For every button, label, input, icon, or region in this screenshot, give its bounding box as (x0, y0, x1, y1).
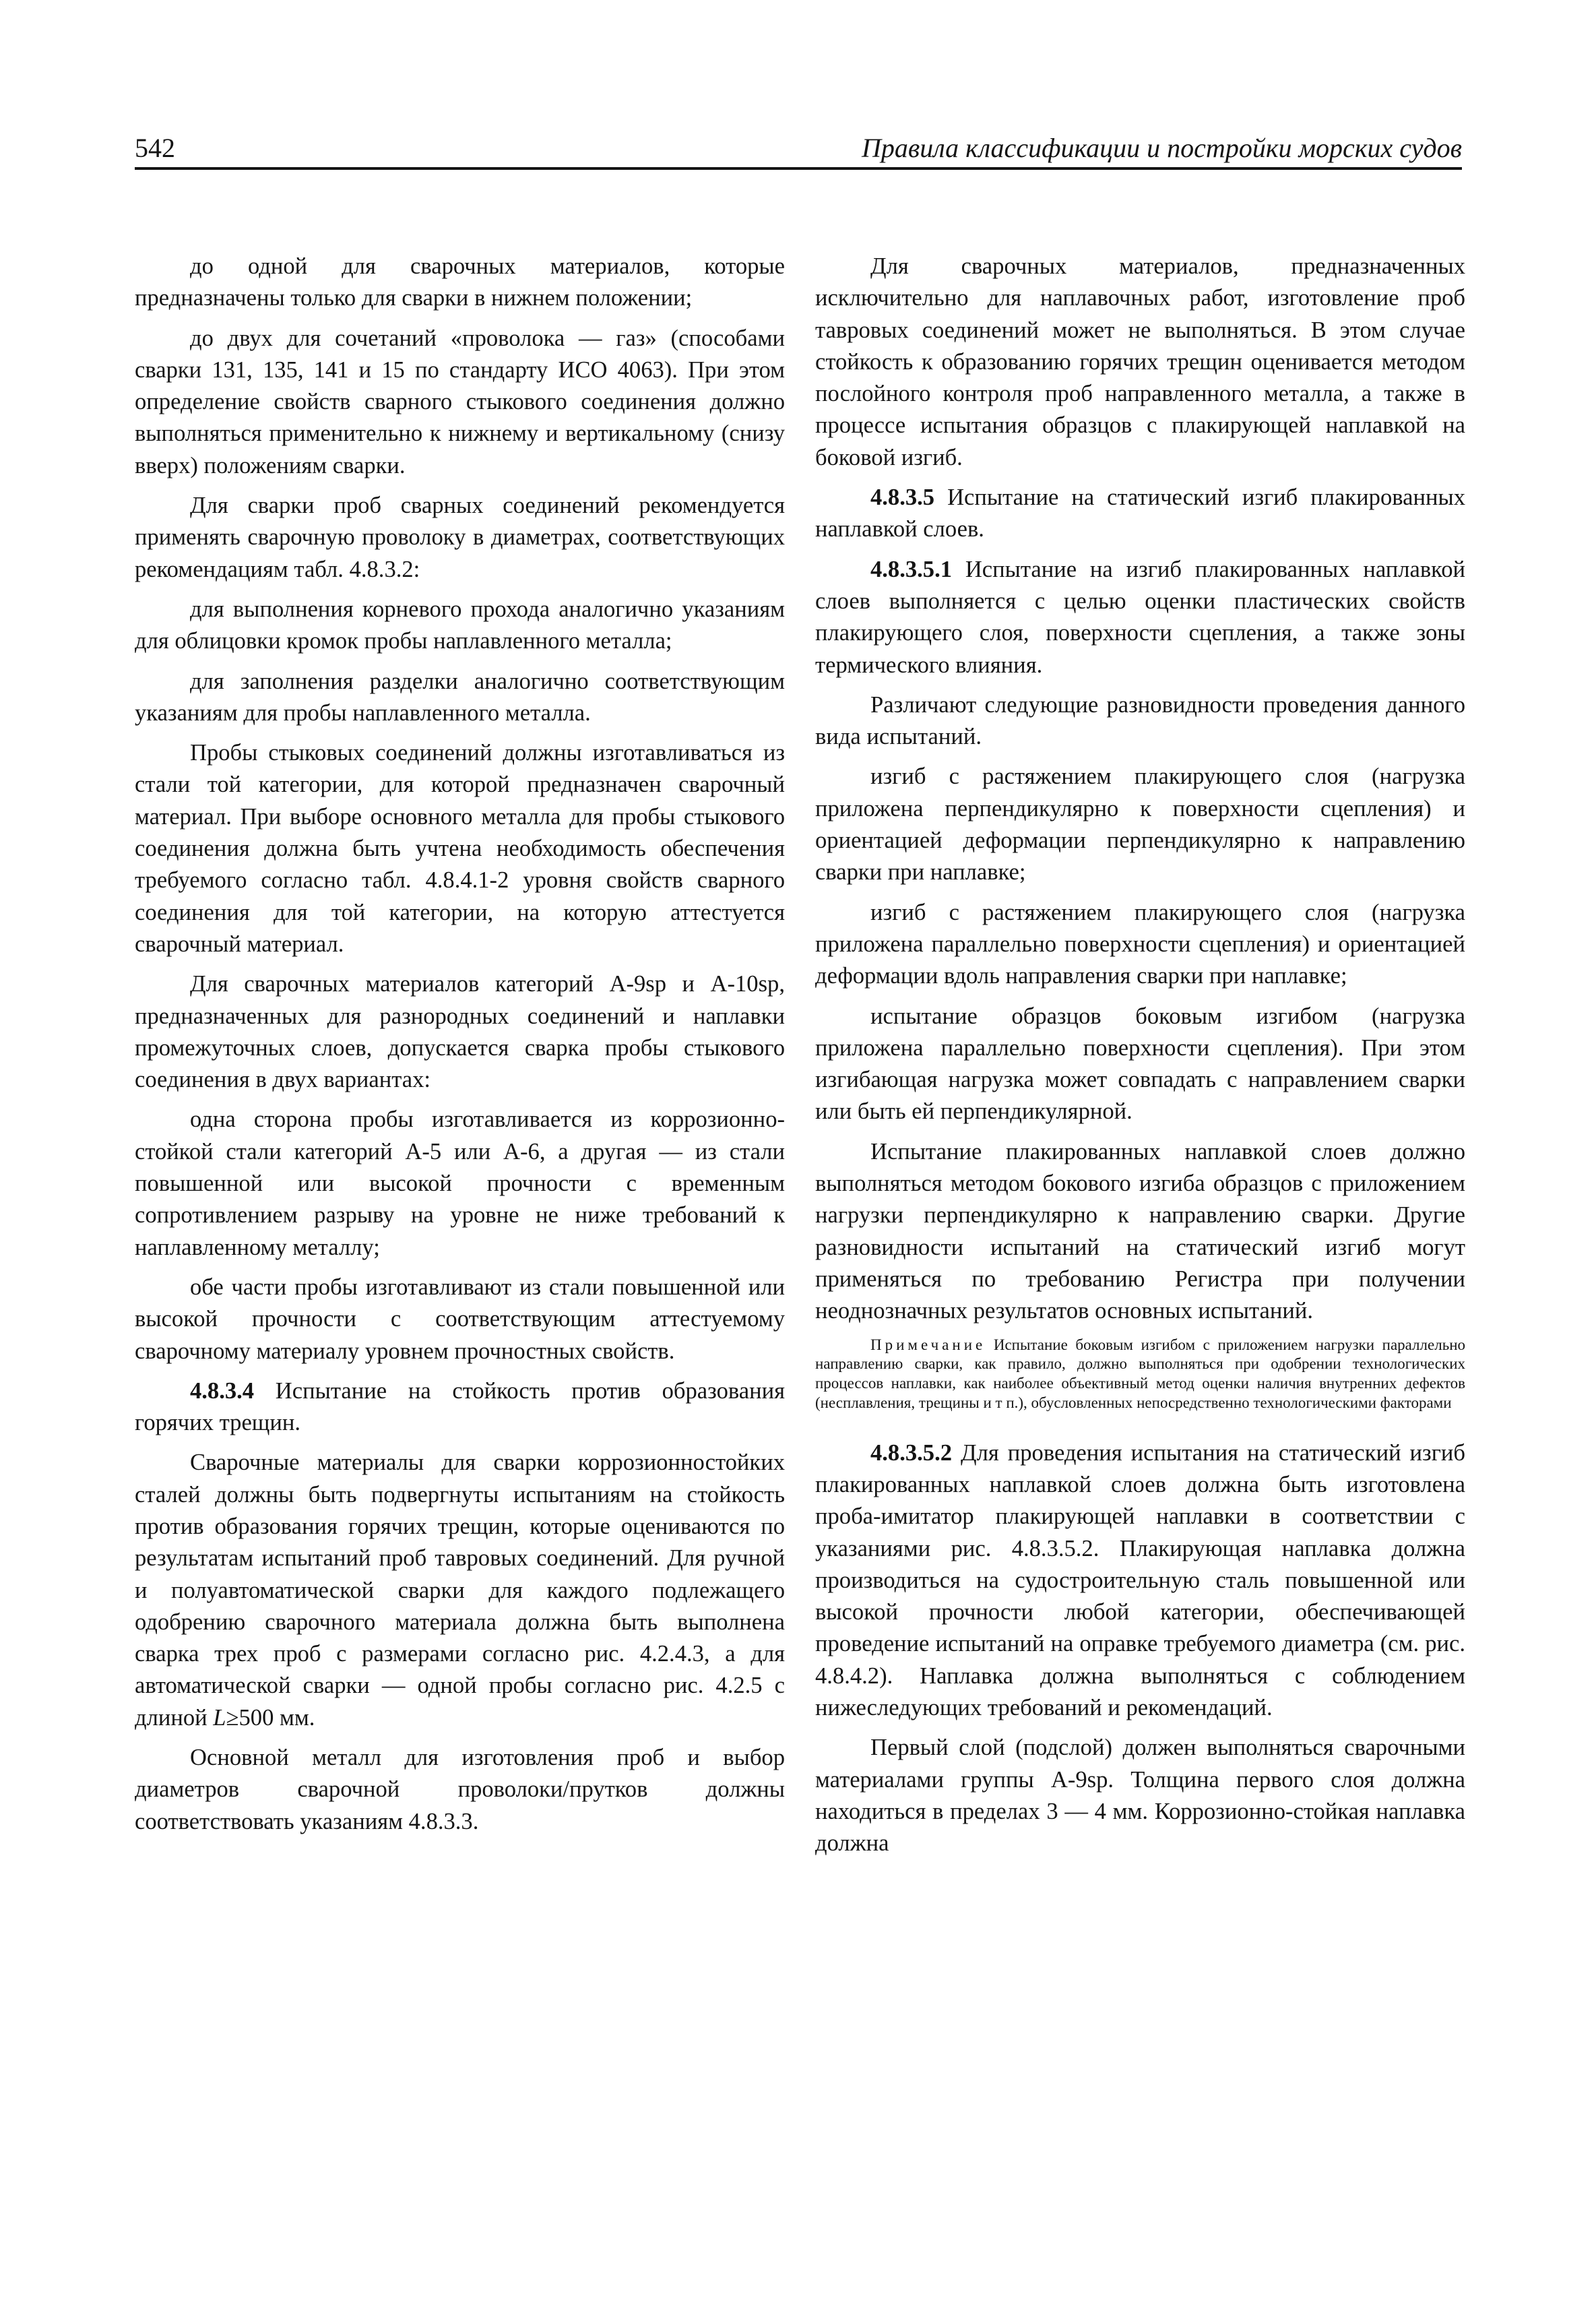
section-heading-4-8-3-5 (815, 482, 1465, 546)
right-column (815, 251, 1465, 1868)
paragraph: Для сварочных материалов категорий А-9sp и А-10sp, предназначенных для разнородных соединений и наплавки промежуточных слоев, допускается сварка пробы стыкового соединения в двух вариантах: (135, 971, 785, 1093)
formula-variable: L (213, 1704, 226, 1731)
section-text: Для проведения испытания на статический изгиб плакированных наплавкой слоев должна быть изготовлена проба-имитатор плакирующей наплавки в соответствии с указаниями рис. 4.8.3.5.2. Плакирующая наплавка должна производиться на судостроительную сталь повышенной или высокой прочности любой категории, обеспечивающей проведение испытаний на оправке требуемого диаметра (см. рис. 4.8.4.2). Наплавка должна выполняться с соблюдением нижеследующих требований и рекомендаций. (815, 1439, 1465, 1721)
section-number: 4.8.3.4 (190, 1377, 255, 1404)
paragraph: изгиб с растяжением плакирующего слоя (нагрузка приложена перпендикулярно к поверхности сцепления) и ориентацией деформации перпендикулярно к направлению сварки при наплавке; (815, 764, 1465, 886)
section-heading-4-8-3-4 (135, 1375, 785, 1439)
paragraph: Основной металл для изготовления проб и выбор диаметров сварочной проволоки/прутков должны соответствовать указаниям 4.8.3.3. (135, 1745, 785, 1834)
paragraph: до одной для сварочных материалов, которые предназначены только для сварки в нижнем положении; (135, 253, 785, 311)
section-heading-4-8-3-5-2 (815, 1437, 1465, 1725)
section-text: Испытание на изгиб плакированных наплавкой слоев выполняется с целью оценки пластических свойств плакирующего слоя, поверхности сцепления, а также зоны термического влияния. (815, 556, 1465, 678)
section-number: 4.8.3.5 (870, 485, 935, 511)
section-title: Испытание на статический изгиб плакированных наплавкой слоев. (815, 485, 1465, 542)
left-column (135, 251, 785, 1846)
paragraph: изгиб с растяжением плакирующего слоя (нагрузка приложена параллельно поверхности сцепления) и ориентацией деформации вдоль направления сварки при наплавке; (815, 899, 1465, 989)
paragraph: Испытание плакированных наплавкой слоев должно выполняться методом бокового изгиба образцов с приложением нагрузки перпендикулярно к направлению сварки. Другие разновидности испытаний на статический изгиб могут применяться по требованию Регистра при получении неоднозначных результатов основных испытаний. (815, 1138, 1465, 1324)
page-header (135, 132, 1462, 170)
section-number: 4.8.3.5.2 (870, 1439, 953, 1466)
paragraph: до двух для сочетаний «проволока — газ» (способами сварки 131, 135, 141 и 15 по стандарту ИСО 4063). При этом определение свойств сварного стыкового соединения должно выполняться применительно к нижнему и вертикальному (снизу вверх) положениям сварки. (135, 325, 785, 478)
note-text: Испытание боковым изгибом с приложением нагрузки параллельно направлению сварки, как правило, должно выполняться при одобрении технологических процессов наплавки, как наиболее объективный метод оценки наличия внутренних дефектов (несплавления, трещины и т п.), обусловленных непосредственно технологическими факторами (815, 1336, 1465, 1411)
paragraph: для заполнения разделки аналогично соответствующим указаниям для пробы наплавленного металла. (135, 668, 785, 726)
running-title: Правила классификации и постройки морских судов (861, 133, 1462, 163)
page-number: 542 (135, 133, 175, 163)
paragraph: Для сварочных материалов, предназначенных исключительно для наплавочных работ, изготовление проб тавровых соединений может не выполняться. В этом случае стойкость к образованию горячих трещин оценивается методом послойного контроля проб направленного металла, а также в процессе испытания образцов с плакирующей наплавкой на боковой изгиб. (815, 253, 1465, 470)
section-number: 4.8.3.5.1 (870, 556, 953, 582)
note-label: Примечание (870, 1336, 986, 1353)
paragraph-text: Сварочные материалы для сварки коррозионностойких сталей должны быть подвергнуты испытаниям на стойкость против образования горячих трещин, которые оцениваются по результатам испытаний проб тавровых соединений. Для ручной и полуавтоматической сварки для каждого подлежащего одобрению сварочного материала должна быть выполнена сварка трех проб с размерами согласно рис. 4.2.4.3, а для автоматической сварки — одной пробы согласно рис. 4.2.5 с длиной (135, 1450, 785, 1731)
section-title: Испытание на стойкость против образования горячих трещин. (135, 1377, 785, 1436)
paragraph: Для сварки проб сварных соединений рекомендуется применять сварочную проволоку в диаметрах, соответствующих рекомендациям табл. 4.8.3.2: (135, 493, 785, 582)
paragraph: Первый слой (подслой) должен выполняться сварочными материалами группы А-9sp. Толщина первого слоя должна находиться в пределах 3 — 4 мм. Коррозионно-стойкая наплавка должна (815, 1735, 1465, 1857)
section-heading-4-8-3-5-1 (815, 554, 1465, 681)
paragraph (135, 1447, 785, 1734)
paragraph: обе части пробы изготавливают из стали повышенной или высокой прочности с соответствующим аттестуемому сварочному материалу уровнем прочностных свойств. (135, 1274, 785, 1364)
paragraph: для выполнения корневого прохода аналогично указаниям для облицовки кромок пробы наплавленного металла; (135, 596, 785, 654)
paragraph-text: ≥500 мм. (226, 1704, 315, 1731)
paragraph: испытание образцов боковым изгибом (нагрузка приложена параллельно поверхности сцепления). При этом изгибающая нагрузка может совпадать с направлением сварки или быть ей перпендикулярной. (815, 1003, 1465, 1125)
note (815, 1336, 1465, 1413)
paragraph: Пробы стыковых соединений должны изготавливаться из стали той категории, для которой предназначен сварочный материал. При выборе основного металла для пробы стыкового соединения должна быть учтена необходимость обеспечения требуемого согласно табл. 4.8.4.1-2 уровня свойств сварного соединения для той категории, на которую аттестуется сварочный материал. (135, 740, 785, 957)
paragraph: Различают следующие разновидности проведения данного вида испытаний. (815, 691, 1465, 750)
paragraph: одна сторона пробы изготавливается из коррозионно-стойкой стали категорий А-5 или А-6, а другая — из стали повышенной или высокой прочности с временным сопротивлением разрыву на уровне не ниже требований к наплавленному металлу; (135, 1107, 785, 1260)
